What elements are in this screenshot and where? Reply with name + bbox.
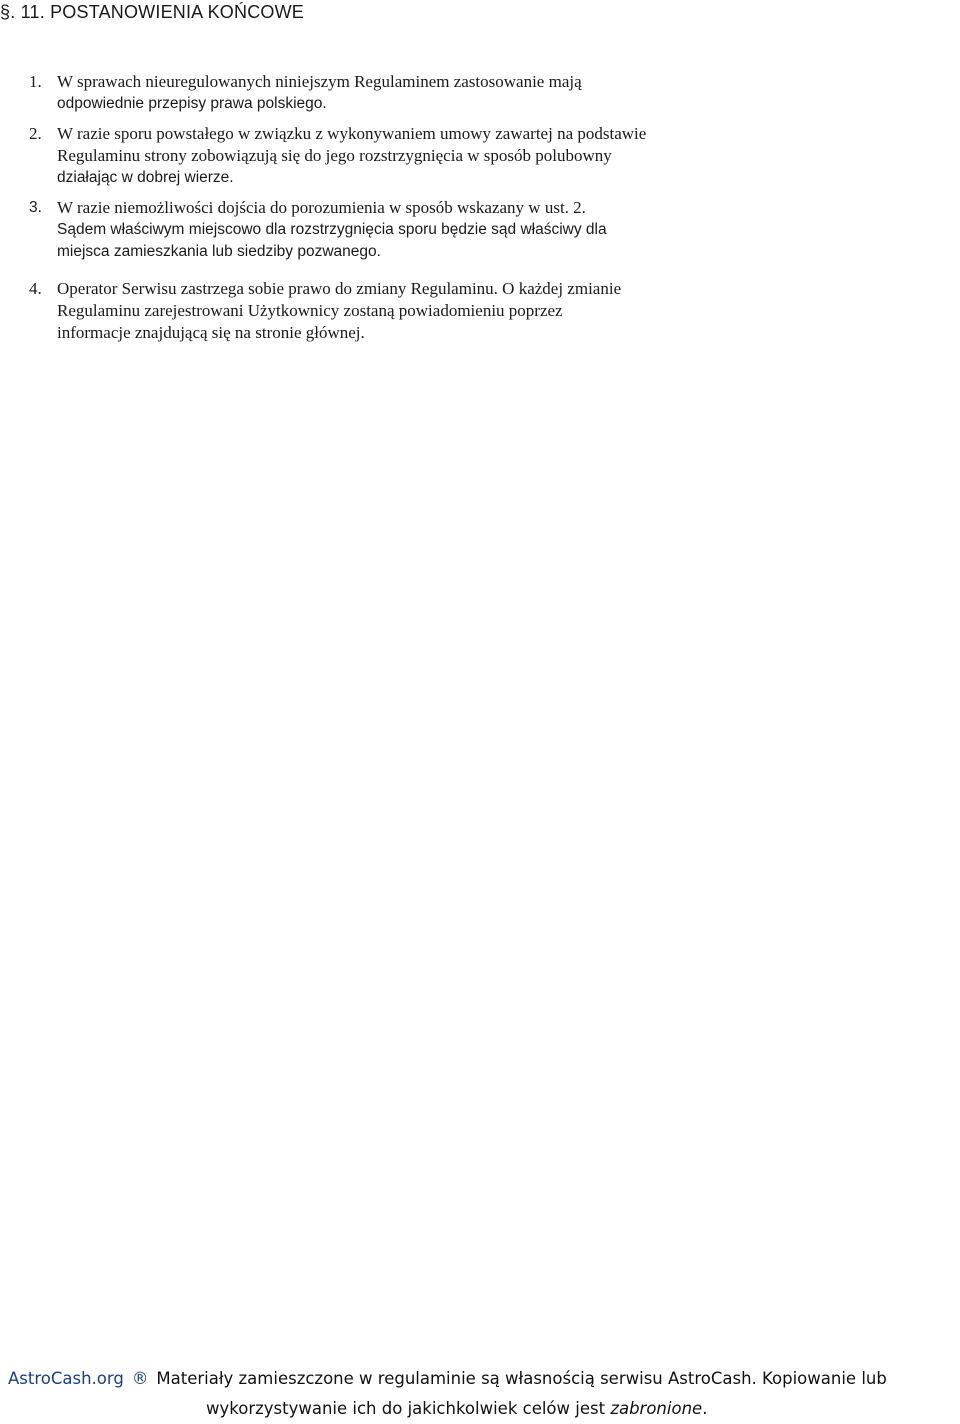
- list-item-1: [29, 71, 929, 115]
- item-text-line: Regulaminu strony zobowiązują się do jego rozstrzygnięcia w sposób polubowny: [57, 146, 612, 165]
- list-item-3: [29, 197, 929, 263]
- footer-text: wykorzystywanie ich do jakichkolwiek celów jest: [206, 1399, 611, 1418]
- item-text-line: Operator Serwisu zastrzega sobie prawo do zmiany Regulaminu. O każdej zmianie: [57, 279, 622, 298]
- footer-emphasis: zabronione: [610, 1399, 703, 1418]
- registered-mark-icon: ®: [131, 1369, 149, 1388]
- footer-text-end: .: [702, 1399, 708, 1418]
- footer-text: Materiały zamieszczone w regulaminie są własnością serwisu AstroCash. Kopiowanie lub: [156, 1369, 887, 1388]
- item-text-line: W razie sporu powstałego w związku z wykonywaniem umowy zawartej na podstawie: [57, 124, 647, 143]
- item-number: 1.: [29, 72, 42, 91]
- footer-line-2: [206, 1394, 707, 1424]
- list-item-2: [29, 123, 929, 189]
- item-text-line: W sprawach nieuregulowanych niniejszym Regulaminem zastosowanie mają: [57, 72, 582, 91]
- item-text-line: działając w dobrej wierze.: [57, 169, 234, 186]
- item-number: 2.: [29, 124, 42, 143]
- item-text-line: W razie niemożliwości dojścia do porozumienia w sposób wskazany w ust. 2.: [57, 198, 586, 217]
- item-number: 4.: [29, 279, 42, 298]
- item-text-line: Regulaminu zarejestrowani Użytkownicy zostaną powiadomieniu poprzez: [57, 301, 563, 320]
- item-number: 3.: [29, 199, 42, 216]
- item-text-line: informacje znajdującą się na stronie głównej.: [57, 323, 365, 342]
- list-item-4: [29, 278, 929, 344]
- item-text-line: Sądem właściwym miejscowo dla rozstrzygnięcia sporu będzie sąd właściwy dla: [57, 221, 607, 238]
- item-text-line: miejsca zamieszkania lub siedziby pozwanego.: [57, 243, 381, 260]
- footer-line-1: [8, 1364, 887, 1394]
- item-text-line: odpowiednie przepisy prawa polskiego.: [57, 95, 327, 112]
- section-heading: §. 11. POSTANOWIENIA KOŃCOWE: [0, 2, 304, 22]
- footer-brand-link[interactable]: AstroCash.org: [8, 1369, 124, 1388]
